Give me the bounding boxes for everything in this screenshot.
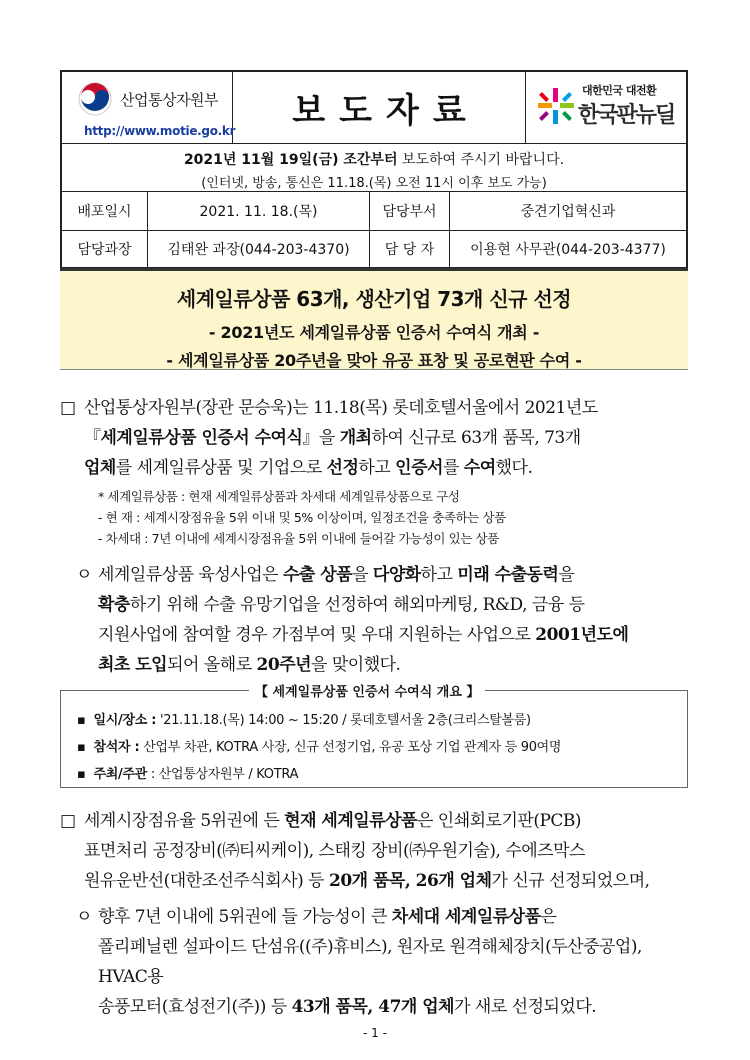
p1-bold: 선정	[326, 458, 359, 478]
p1-text: 했다.	[495, 458, 533, 478]
headline-sub-1: - 2021년도 세계일류상품 인증서 수여식 개최 -	[208, 323, 540, 342]
p2-text: 하고	[420, 565, 458, 585]
info-row-2	[62, 230, 686, 267]
p2-bold: 20주년	[256, 655, 312, 675]
newdeal-logo	[526, 72, 686, 143]
press-release-header	[60, 70, 688, 269]
p2-line-2	[76, 590, 690, 620]
headline-main: 세계일류상품 63개, 생산기업 73개 신규 선정	[176, 287, 572, 311]
director-value: 김태완 과장(044-203-4370)	[148, 231, 370, 267]
p4-text: 은	[540, 907, 557, 927]
department-value: 중견기업혁신과	[520, 204, 616, 220]
note-3: - 차세대 : 7년 이내에 세계시장점유율 5위 이내에 들어갈 가능성이 있는 상품	[98, 531, 499, 546]
p2-text: 을	[352, 565, 373, 585]
p2-bold: 다양화	[372, 565, 421, 585]
p1-text: 를	[442, 458, 464, 478]
info-row-1	[62, 192, 686, 230]
overview-list	[77, 707, 561, 788]
title-cell	[233, 72, 526, 143]
department-label: 담당부서	[370, 192, 450, 230]
ceremony-overview-box	[60, 685, 688, 788]
p1-line-1: 산업통상자원부(장관 문승욱)는 11.18(목) 롯데호텔서울에서 2021년도	[84, 398, 598, 418]
p4-line-2: 폴리페닐렌 설파이드 단섬유((주)휴비스), 원자로 원격해체장치(두산중공업), HVAC용	[98, 937, 642, 987]
p1-line-3	[60, 453, 690, 483]
embargo-rest: 보도하여 주시기 바랍니다.	[397, 152, 565, 168]
p1-text: 하여 신규로 63개 품목, 73개	[371, 428, 581, 448]
p3-bold: 20개 품목, 26개 업체	[328, 871, 492, 891]
overview-text: 산업부 차관, KOTRA 사장, 신규 선정기업, 유공 포상 기업 관계자 등 90여명	[139, 740, 562, 755]
square-bullet: □	[60, 398, 76, 418]
embargo-notice	[62, 144, 686, 192]
p2-text: 되어 올해로	[167, 655, 257, 675]
p1-bold: 인증서	[395, 458, 443, 478]
p3-text: 은 인쇄회로기판(PCB)	[416, 811, 582, 831]
p4-bold: 차세대 세계일류상품	[391, 907, 541, 927]
p3-line-1	[60, 806, 692, 836]
newdeal-wordmark: 한국판뉴딜	[578, 103, 675, 128]
release-date-value: 2021. 11. 18.(목)	[148, 192, 370, 230]
newdeal-tagline: 대한민국 대전환	[582, 84, 657, 97]
p2-text: 을 맞이했다.	[311, 655, 401, 675]
headline-box	[60, 268, 688, 370]
p1-quote-open: 『	[84, 428, 101, 448]
p1-bold: 수여	[463, 458, 496, 478]
note-1: * 세계일류상품 : 현재 세계일류상품과 차세대 세계일류상품으로 구성	[98, 489, 460, 504]
overview-label: 참석자 :	[93, 740, 140, 755]
p4-bold: 43개 품목, 47개 업체	[291, 997, 455, 1017]
p2-text: 을	[558, 565, 575, 585]
paragraph-1	[60, 393, 690, 483]
p1-bold: 업체	[84, 458, 116, 478]
p3-bold: 현재 세계일류상품	[284, 811, 417, 831]
square-bullet: □	[60, 811, 76, 831]
p2-bold: 확충	[98, 595, 130, 615]
p4-text: 가 새로 선정되었다.	[454, 997, 597, 1017]
p2-text: 세계일류상품 육성사업은	[98, 565, 283, 585]
paragraph-3	[60, 806, 692, 896]
p2-bold: 수출 상품	[282, 565, 353, 585]
overview-label: 일시/장소 :	[93, 713, 157, 728]
newdeal-burst-icon	[536, 86, 576, 126]
p1-bold: 개최	[339, 428, 372, 448]
contact-label: 담 당 자	[370, 231, 450, 267]
overview-title: 【 세계일류상품 인증서 수여식 개요 】	[249, 681, 485, 700]
overview-item-attendees	[77, 734, 561, 761]
note-2: - 현 재 : 세계시장점유율 5위 이내 및 5% 이상이며, 일정조건을 충족하는 상품	[98, 510, 506, 525]
ministry-cell	[62, 72, 236, 143]
footnotes	[98, 486, 506, 549]
overview-text: : 산업통상자원부 / KOTRA	[147, 767, 299, 782]
p3-line-2: 표면처리 공정장비(㈜티씨케이), 스태킹 장비(㈜우원기술), 수에즈막스	[84, 841, 585, 861]
header-top-row	[62, 72, 686, 144]
overview-item-datetime	[77, 707, 561, 734]
p2-bold: 2001년도에	[535, 625, 629, 645]
circle-bullet: ㅇ	[76, 565, 92, 585]
p1-line-2	[60, 423, 690, 453]
overview-label: 주최/주관	[93, 767, 147, 782]
release-date-label: 배포일시	[62, 192, 148, 230]
circle-bullet: ㅇ	[76, 907, 92, 927]
p1-text: 하고	[358, 458, 396, 478]
overview-item-host	[77, 761, 561, 788]
p1-event-name: 세계일류상품 인증서 수여식	[100, 428, 303, 448]
ministry-name: 산업통상자원부	[120, 90, 218, 109]
p3-text: 가 신규 선정되었으며,	[491, 871, 650, 891]
p4-text: 향후 7년 이내에 5위권에 들 가능성이 큰	[98, 907, 392, 927]
p1-text: 』을	[302, 428, 340, 448]
embargo-subline: (인터넷, 방송, 통신은 11.18.(목) 오전 11시 이후 보도 가능)	[201, 176, 547, 191]
p2-line-1	[76, 560, 690, 590]
director-label: 담당과장	[62, 231, 148, 267]
p4-text: 송풍모터(효성전기(주)) 등	[98, 997, 292, 1017]
embargo-line	[62, 149, 686, 169]
page-number: - 1 -	[363, 1026, 387, 1040]
p2-bold: 미래 수출동력	[457, 565, 559, 585]
p2-bold: 최초 도입	[98, 655, 168, 675]
p3-text: 세계시장점유율 5위권에 든	[84, 811, 285, 831]
overview-text: '21.11.18.(목) 14:00 ~ 15:20 / 롯데호텔서울 2층(크리스탈볼룸)	[156, 713, 531, 728]
headline-sub-2: - 세계일류상품 20주년을 맞아 유공 표창 및 공로현판 수여 -	[166, 351, 582, 370]
p1-text: 를 세계일류상품 및 기업으로	[115, 458, 327, 478]
contact-value: 이용현 사무관(044-203-4377)	[470, 242, 666, 258]
p4-line-3	[76, 992, 692, 1022]
page-title: 보도자료	[292, 91, 480, 131]
paragraph-4	[76, 902, 692, 1022]
embargo-date: 2021년 11월 19일(금) 조간부터	[183, 152, 398, 168]
p3-line-3	[60, 866, 692, 896]
taegeuk-logo-icon	[78, 82, 112, 116]
p2-line-3	[76, 620, 690, 650]
ministry-url-link[interactable]: http://www.motie.go.kr	[84, 124, 236, 138]
p2-text: 지원사업에 참여할 경우 가점부여 및 우대 지원하는 사업으로	[98, 625, 536, 645]
p3-text: 원유운반선(대한조선주식회사) 등	[84, 871, 329, 891]
p4-line-1	[76, 902, 692, 932]
p2-text: 하기 위해 수출 유망기업을 선정하여 해외마케팅, R&D, 금융 등	[129, 595, 585, 615]
ministry-logo-row	[78, 82, 218, 116]
paragraph-2	[76, 560, 690, 680]
p2-line-4	[76, 650, 690, 680]
